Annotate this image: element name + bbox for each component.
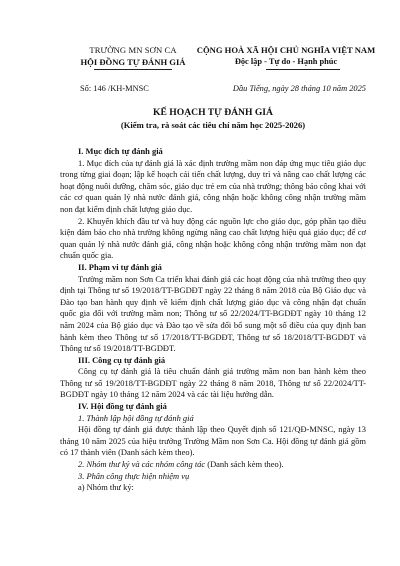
section-heading-4: IV. Hội đồng tự đánh giá [78, 401, 167, 412]
document-meta [60, 84, 366, 96]
national-heading [194, 44, 378, 68]
section-heading-3: III. Công cụ tự đánh giá [78, 354, 166, 365]
subsection-note: (Danh sách kèm theo). [205, 459, 284, 470]
place-and-date: Dầu Tiếng, ngày 28 tháng 10 năm 2025 [232, 84, 366, 93]
subsection-heading: 3. Phân công thực hiện nhiệm vụ [78, 470, 190, 481]
motto-underline [266, 69, 340, 70]
org-underline [94, 69, 172, 70]
document-number: Số: 146 /KH-MNSC [80, 84, 149, 93]
issuing-organization [58, 44, 208, 68]
list-item: a) Nhóm thư ký: [78, 482, 134, 493]
school-name: TRƯỜNG MN SƠN CA [89, 45, 177, 55]
subsection-heading: 1. Thành lập hội đồng tự đánh giá [78, 412, 194, 423]
paragraph: Trường mầm non Sơn Ca triển khai đánh giá các hoạt động của nhà trường theo quy định tại Thông tư số 19/2018/TT-BGDĐT ngày 22 tháng 8 năm 2018 của Bộ Giáo dục và Đào tạo ban hành quy định về kiểm định chất lượng giáo dục và công nhận đạt chuẩn quốc gia đối với trường mầm non; Thông tư số 22/2024/TT-BGDĐT ngày 10 tháng 12 năm 2024 của Bộ giáo dục và Đào tạo về sửa đổi bổ sung một số điều của quy định ban hành kèm theo Thông tư số 17/2018/TT-BGDĐT, Thông tư số 18/2018/TT-BGDĐT và Thông tư số 19/2018/TT-BGDĐT. [60, 273, 366, 354]
subsection-title: 2. Nhóm thư ký và các nhóm công tác [78, 459, 206, 470]
document-header [34, 44, 378, 74]
document-title: KẾ HOẠCH TỰ ĐÁNH GIÁ [153, 107, 273, 118]
document-subtitle: (Kiểm tra, rà soát các tiêu chí năm học 2025-2026) [120, 120, 306, 130]
national-motto: Độc lập - Tự do - Hạnh phúc [234, 57, 338, 66]
paragraph: Công cụ tự đánh giá là tiêu chuẩn đánh giá trường mầm non ban hành kèm theo Thông tư số 19/2018/TT-BGDĐT ngày 22 tháng 8 năm 2018, Thông tư số 22/2024/TT-BGDĐT ngày 10 tháng 12 năm 2024 và các tài liệu hướng dẫn. [60, 366, 366, 400]
document-title-block [60, 106, 366, 131]
paragraph: 1. Mục đích của tự đánh giá là xác định trường mầm non đáp ứng mục tiêu giáo dục trong từng giai đoạn; lập kế hoạch cải tiến chất lượng, duy trì và nâng cao chất lượng các hoạt động nuôi dưỡng, chăm sóc, giáo dục trẻ em của nhà trường; thông báo công khai với các cơ quan quản lý nhà nước đánh giá, công nhận hoặc không công nhận trường mầm non đạt kiểm định chất lượng giáo dục. [60, 157, 366, 214]
section-heading-1: I. Mục đích tự đánh giá [78, 146, 163, 156]
paragraph: 2. Khuyến khích đầu tư và huy động các nguồn lực cho giáo dục, góp phần tạo điều kiện đảm bảo cho nhà trường không ngừng nâng cao chất lượng hiệu quả giáo dục; để cơ quan quản lý nhà nước đánh giá, công nhận hoặc không công nhận trường mầm non đạt chuẩn quốc gia. [60, 215, 366, 261]
nation-name: CỘNG HOÀ XÃ HỘI CHỦ NGHĨA VIỆT NAM [196, 45, 376, 55]
subsection-heading [60, 459, 366, 471]
paragraph: Hội đồng tự đánh giá được thành lập theo Quyết định số 121/QĐ-MNSC, ngày 13 tháng 10 năm 2025 của hiệu trưởng Trường Mầm non Sơn Ca. Hội đồng tự đánh giá gồm có 17 thành viên (Danh sách kèm theo). [60, 424, 366, 458]
council-name: HỘI ĐỒNG TỰ ĐÁNH GIÁ [80, 57, 186, 67]
section-heading-2: II. Phạm vi tự đánh giá [78, 261, 162, 272]
document-body [60, 146, 366, 494]
